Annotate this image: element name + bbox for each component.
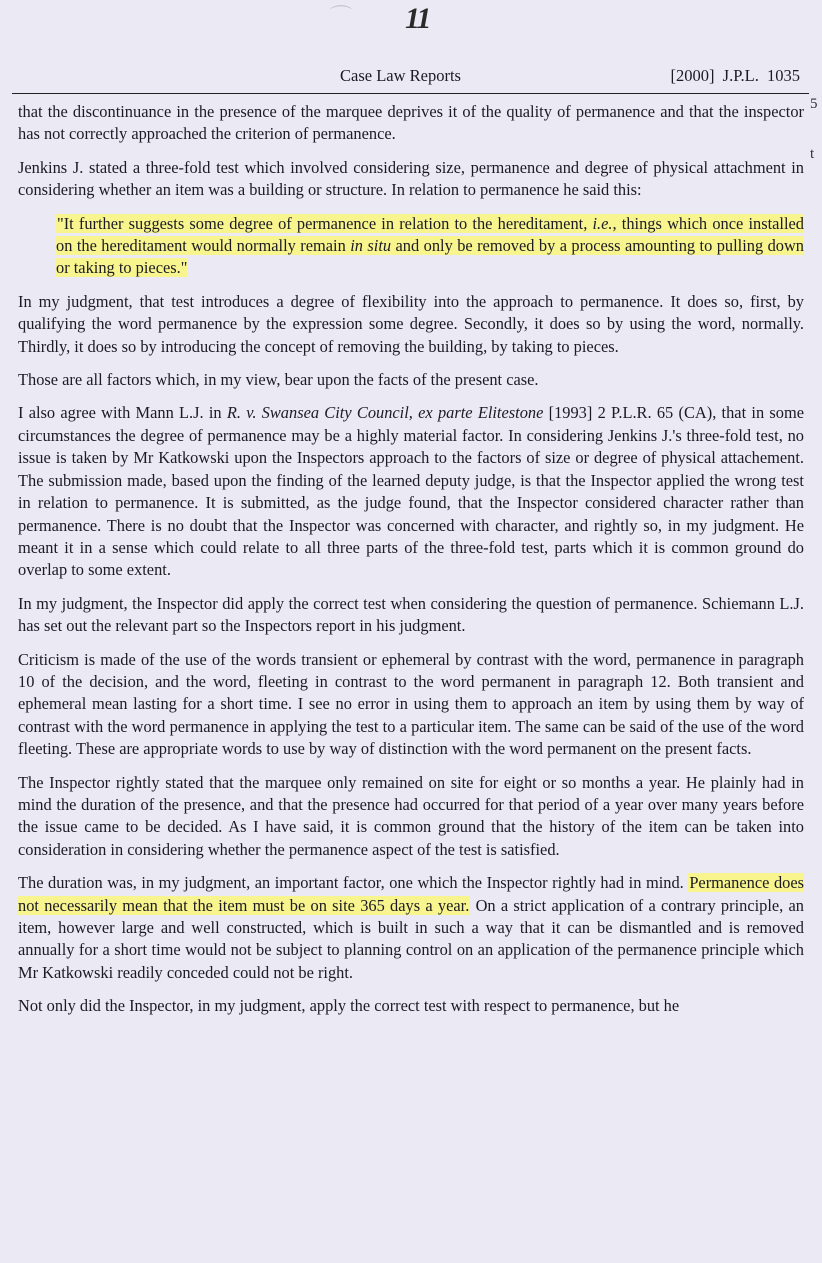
report-citation [671,66,800,86]
quote-text-2: , things which once installed on the hereditament would normally remain [56,213,804,256]
margin-mark-5: 5 [810,96,818,112]
paragraph-4: In my judgment, that test introduces a degree of flexibility into the approach to permanence. It does so, first, by qualifying the word permanence by the expression some degree. Secondly, it does so by using the word, normally. Thirdly, it does so by introducing the concept of removing the building, by taking to pieces. [18,291,804,356]
document-body [18,101,804,1029]
running-header [12,64,800,92]
highlighted-quote [56,214,804,278]
citation-volume: [2000] J.P.L. [670,66,759,85]
paragraph-10 [18,872,804,984]
paragraph-5: Those are all factors which, in my view, bear upon the facts of the present case. [18,370,539,390]
paragraph-11: Not only did the Inspector, in my judgment, apply the correct test with respect to permanence, but he [18,996,680,1016]
report-title: Case Law Reports [340,66,461,85]
quote-ie: i.e. [592,213,613,233]
paragraph-2: Jenkins J. stated a three-fold test which involved considering size, permanence and degree of physical attachment in considering whether an item was a building or structure. In relation to permanence he said this: [18,157,804,200]
quote-text-3: and only be removed by a process amounting to pulling down or taking to pieces." [56,236,804,278]
margin-mark-t: t [810,146,815,162]
p6-text-1: I also agree with Mann L.J. in [18,403,227,423]
quote-text-1: "It further suggests some degree of permanence in relation to the hereditament, [57,213,593,233]
paragraph-8: Criticism is made of the use of the words transient or ephemeral by contrast with the word, permanence in paragraph 10 of the decision, and the word, fleeting in contrast to the word permanent in paragraph 12. Both transient and ephemeral mean lasting for a short time. I see no error in using them to approach an item by using them by way of contrast with the word permanence in applying the test to a particular item. The same can be said of the use of the word fleeting. These are appropriate words to use by way of distinction with the word permanent on the present facts. [18,649,804,759]
p10-text-2: On a strict application of a contrary principle, an item, however large and well constructed, which is built in such a way that it can be dismantled and is removed annually for a short time would not be subject to planning control on an application of the permanence principle which Mr Katkowski readily conceded could not be right. [18,895,805,982]
paragraph-9: The Inspector rightly stated that the marquee only remained on site for eight or so months a year. He plainly had in mind the duration of the presence, and that the presence had occurred for that period of a year over many years before the issue came to be decided. As I have said, it is common ground that the history of the item can be taken into consideration in considering whether the permanence aspect of the test is satisfied. [18,772,804,859]
scan-artifact: ⌒ [330,4,353,29]
handwritten-page-mark: 11 [405,2,430,35]
case-citation: R. v. Swansea City Council, ex parte Elitestone [226,403,544,423]
header-rule [12,93,809,94]
page-number: 1035 [767,66,800,85]
p10-text-1: The duration was, in my judgment, an important factor, one which the Inspector rightly had in mind. [18,873,689,893]
paragraph-7: In my judgment, the Inspector did apply the correct test when considering the question of permanence. Schiemann L.J. has set out the relevant part so the Inspectors report in his judgment. [18,593,804,636]
p6-text-2: [1993] 2 P.L.R. 65 (CA), that in some circumstances the degree of permanence may be a highly material factor. In considering Jenkins J.'s three-fold test, no issue is taken by Mr Katkowski upon the Inspectors approach to the factors of size or degree of physical attachement. The submission made, based upon the finding of the learned deputy judge, is that the Inspector applied the wrong test in relation to permanence. It is submitted, as the judge found, that the Inspector considered character rather than permanence. There is no doubt that the Inspector was concerned with character, and rightly so, in my judgment. He meant it in a sense which could relate to all three parts of the three-fold test, parts which it is common ground do overlap to some extent. [18,403,804,580]
paragraph-6 [18,402,804,581]
paragraph-1: that the discontinuance in the presence of the marquee deprives it of the quality of permanence and that the inspector has not correctly approached the criterion of permanence. [18,102,804,144]
block-quote [56,213,804,280]
quote-in-situ: in situ [350,236,392,256]
highlighted-sentence: Permanence does not necessarily mean that the item must be on site 365 days a year. [18,873,804,915]
